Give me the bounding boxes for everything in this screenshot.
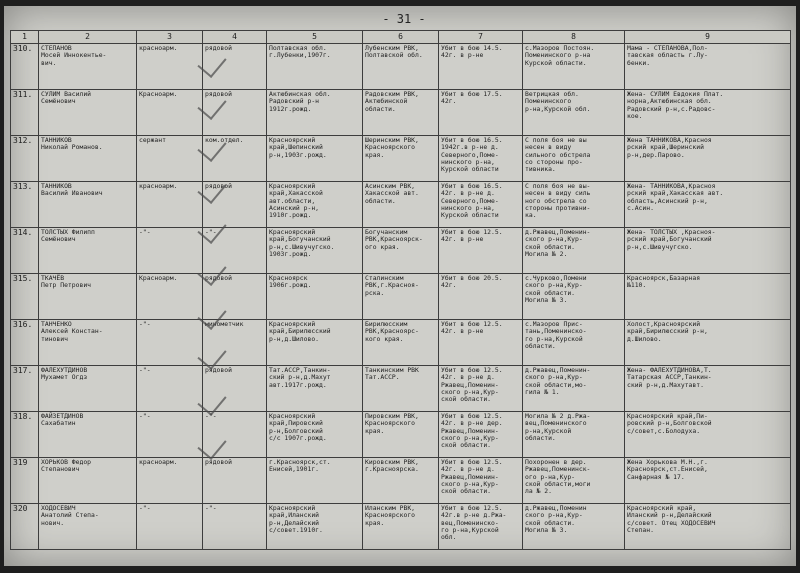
cell-rank: -"- [203, 228, 267, 274]
cell-draft: Шеринским РВК, Красноярского края. [363, 136, 439, 182]
cell-place-of-call: красноарм. [137, 44, 203, 90]
column-header: 4 [203, 31, 267, 44]
table-row [11, 274, 791, 320]
cell-draft: Танкинским РВК Тат.АССР. [363, 366, 439, 412]
cell-burial: д.Ржавец,Поменин- ского р-на,Кур- ской области. Могила № 2. [523, 228, 625, 274]
cell-draft: Сталинским РВК,г.Красноя- рска. [363, 274, 439, 320]
cell-birth: Красноярский край,Шепинский р-н,1903г.рожд. [267, 136, 363, 182]
cell-fate: Убит в бою 16.5. 1942г.в р-не д. Северного,Поме- нинского р-на, Курской области [439, 136, 523, 182]
cell-burial: д.Ржавец,Поменин ского р-на,Кур- ской области. Могила № 3. [523, 504, 625, 550]
cell-birth: Полтавская обл. г.Лубенки,1907г. [267, 44, 363, 90]
cell-place-of-call: Красноарм. [137, 90, 203, 136]
table-row [11, 320, 791, 366]
cell-fate: Убит в бою 14.5. 42г. в р-не [439, 44, 523, 90]
cell-rank: -"- [203, 504, 267, 550]
cell-rank: ком.отдел. [203, 136, 267, 182]
cell-burial: д.Ржавец,Поменин- ского р-на,Кур- ской области,мо- гила № 1. [523, 366, 625, 412]
cell-rank: рядовой [203, 274, 267, 320]
cell-rank: рядовой [203, 182, 267, 228]
cell-burial: с.Мазоров Постоян. Поменинского р-на Курской области. [523, 44, 625, 90]
cell-name: ТАНЧЕНКО Алексей Констан- тинович [39, 320, 137, 366]
cell-relatives: Жена Хорькова М.Н.,г. Красноярск,ст.Енисей, Санфарная № 17. [625, 458, 791, 504]
cell-birth: Красноярский край,Хакасской авт.области, Асинский р-н, 1910г.рожд. [267, 182, 363, 228]
cell-rank: минометчик [203, 320, 267, 366]
cell-draft: Лубенским РВК, Полтавской обл. [363, 44, 439, 90]
cell-fate: Убит в бою 12.5. 42г. в р-не [439, 320, 523, 366]
header-row [11, 31, 791, 44]
cell-name: ТОЛСТЫХ Филипп Семёнович [39, 228, 137, 274]
cell-name: ТАННИКОВ Василий Иванович [39, 182, 137, 228]
cell-fate: Убит в бою 17.5. 42г. [439, 90, 523, 136]
cell-burial: Могила № 2 д.Ржа- вец,Поменинского р-на,Курской области. [523, 412, 625, 458]
cell-relatives: Жена- ФАЛЕХУТДИНОВА,Т. Татарская АССР,Танкин- ский р-н,д.Махутавт. [625, 366, 791, 412]
cell-rank: рядовой [203, 44, 267, 90]
cell-num: 320 [11, 504, 39, 550]
cell-draft: Пировским РВК, Красноярского края. [363, 412, 439, 458]
cell-burial: Ветрицкая обл. Поменинского р-на,Курской обл. [523, 90, 625, 136]
cell-place-of-call: -"- [137, 320, 203, 366]
cell-num: 316. [11, 320, 39, 366]
cell-fate: Убит в бою 20.5. 42г. [439, 274, 523, 320]
cell-place-of-call: -"- [137, 412, 203, 458]
cell-rank: рядовой [203, 458, 267, 504]
cell-relatives: Холост,Красноярский край,Бирилюсский р-н, д.Шилово. [625, 320, 791, 366]
cell-place-of-call: -"- [137, 228, 203, 274]
cell-relatives: Жена- СУЛИМ Евдокия Плат. норна,Актюбинская обл. Радовский р-н,с.Радовс- кое. [625, 90, 791, 136]
column-header: 8 [523, 31, 625, 44]
cell-num: 311. [11, 90, 39, 136]
cell-draft: Асинским РВК, Хакасской авт. области. [363, 182, 439, 228]
document-sheet [4, 6, 796, 566]
column-header: 9 [625, 31, 791, 44]
cell-fate: Убит в бою 12.5. 42г. в р-не д. Ржавец,Поменин- ского р-на,Кур- ской области. [439, 366, 523, 412]
cell-birth: Красноярский край,Иланский р-н,Делайский с/совет.1910г. [267, 504, 363, 550]
cell-place-of-call: -"- [137, 504, 203, 550]
cell-relatives: Красноярск,Базарная №110. [625, 274, 791, 320]
table-row [11, 44, 791, 90]
cell-draft: Бирилюсским РВК,Красноярс- кого края. [363, 320, 439, 366]
cell-burial: С поля боя не вы- несен в виду силь ного обстрела со стороны противни- ка. [523, 182, 625, 228]
cell-draft: Иланским РВК, Красноярского края. [363, 504, 439, 550]
cell-num: 318. [11, 412, 39, 458]
cell-num: 319 [11, 458, 39, 504]
cell-num: 314. [11, 228, 39, 274]
cell-num: 313. [11, 182, 39, 228]
table-row [11, 366, 791, 412]
cell-burial: с.Чурково,Помени ского р-на,Кур- ской области. Могила № 3. [523, 274, 625, 320]
cell-fate: Убит в бою 12.5. 42г. в р-не д. Ржавец,Поменин- ского р-на,Кур- ской области. [439, 458, 523, 504]
cell-relatives: Красноярский край, Иланский р-н,Делайский с/совет. Отец ХОДОСЕВИЧ Степан. [625, 504, 791, 550]
cell-draft: Богучанским РВК,Красноярск- ого края. [363, 228, 439, 274]
column-header: 1 [11, 31, 39, 44]
cell-name: ТАННИКОВ Николай Романов. [39, 136, 137, 182]
cell-name: ХОДОСЕВИЧ Анатолий Степа- нович. [39, 504, 137, 550]
table-row [11, 412, 791, 458]
cell-fate: Убит в бою 12.5. 42г. в р-не [439, 228, 523, 274]
cell-birth: Красноярск 1906г.рожд. [267, 274, 363, 320]
cell-birth: Тат.АССР,Танкин- ский р-н,д.Махут авт.1917г.рожд. [267, 366, 363, 412]
cell-num: 317. [11, 366, 39, 412]
table-row [11, 90, 791, 136]
cell-name: ХОРЬКОВ Федор Степанович [39, 458, 137, 504]
cell-name: ТКАЧЁВ Петр Петрович [39, 274, 137, 320]
table-row [11, 182, 791, 228]
cell-place-of-call: Красноарм. [137, 274, 203, 320]
cell-relatives: Жена- ТАННИКОВА,Красноя рский край,Хакасская авт. область,Асинский р-н, с.Асин. [625, 182, 791, 228]
cell-num: 312. [11, 136, 39, 182]
cell-relatives: Жена- ТОЛСТЫХ ,Красноя- рский край,Богучанский р-н,с.Шивучугско. [625, 228, 791, 274]
cell-place-of-call: красноарм. [137, 182, 203, 228]
cell-draft: Радовским РВК, Актюбинской области. [363, 90, 439, 136]
cell-relatives: Красноярский край,Пи- ровский р-н,Болговской с/совет,с.Болодуха. [625, 412, 791, 458]
cell-burial: С поля боя не вы несен в виду сильного обстрела со стороны про- тивника. [523, 136, 625, 182]
column-header: 6 [363, 31, 439, 44]
page-number: - 31 - [382, 12, 426, 26]
cell-fate: Убит в бою 12.5. 42г.в р-не д.Ржа- вец,Поменинско- го р-на,Курской обл. [439, 504, 523, 550]
cell-rank: рядовой [203, 366, 267, 412]
cell-name: ФАЛЕХУТДИНОВ Мухамет Огдз [39, 366, 137, 412]
table-row [11, 504, 791, 550]
cell-num: 315. [11, 274, 39, 320]
cell-rank: рядовой [203, 90, 267, 136]
cell-num: 310. [11, 44, 39, 90]
casualty-register-table [10, 30, 791, 550]
cell-place-of-call: красноарм. [137, 458, 203, 504]
column-header: 5 [267, 31, 363, 44]
cell-rank: -"- [203, 412, 267, 458]
cell-birth: г.Красноярск,ст. Енисей,1901г. [267, 458, 363, 504]
cell-name: СУЛИМ Василий Семёнович [39, 90, 137, 136]
cell-fate: Убит в бою 12.5. 42г. в р-не дер. Ржавец,Поменин- ского р-на,Кур- ской области. [439, 412, 523, 458]
column-header: 7 [439, 31, 523, 44]
cell-relatives: Мама - СТЕПАНОВА,Пол- тавская область г.Лу- бенки. [625, 44, 791, 90]
cell-birth: Красноярский край,Пировский р-н,Болговский с/с 1907г.рожд. [267, 412, 363, 458]
column-header: 3 [137, 31, 203, 44]
cell-relatives: Жена ТАННИКОВА,Красноя рский край,Шеринский р-н,дер.Парово. [625, 136, 791, 182]
cell-burial: Похоронен в дер. Ржавец,Поменинск- ого р-на,Кур- ской области,моги ла № 2. [523, 458, 625, 504]
cell-place-of-call: -"- [137, 366, 203, 412]
table-row [11, 458, 791, 504]
cell-birth: Красноярский край,Бирилюсский р-н,д.Шилово. [267, 320, 363, 366]
column-header: 2 [39, 31, 137, 44]
cell-birth: Красноярский край,Богучанский р-н,с.Шивучугско. 1903г.рожд. [267, 228, 363, 274]
cell-fate: Убит в бою 16.5. 42г. в р-не д. Северного,Поме- нинского р-на, Курской области [439, 182, 523, 228]
cell-draft: Кировским РВК, г.Красноярска. [363, 458, 439, 504]
cell-name: СТЕПАНОВ Мосей Иннокентье- вич. [39, 44, 137, 90]
cell-place-of-call: сержант [137, 136, 203, 182]
table-row [11, 228, 791, 274]
table-row [11, 136, 791, 182]
cell-burial: с.Мазоров Прис- тань,Поменинско- го р-на,Курской области. [523, 320, 625, 366]
cell-name: ФАЙЗЕТДИНОВ Сахабатин [39, 412, 137, 458]
cell-birth: Актюбинская обл. Радовский р-н 1912г.рожд. [267, 90, 363, 136]
